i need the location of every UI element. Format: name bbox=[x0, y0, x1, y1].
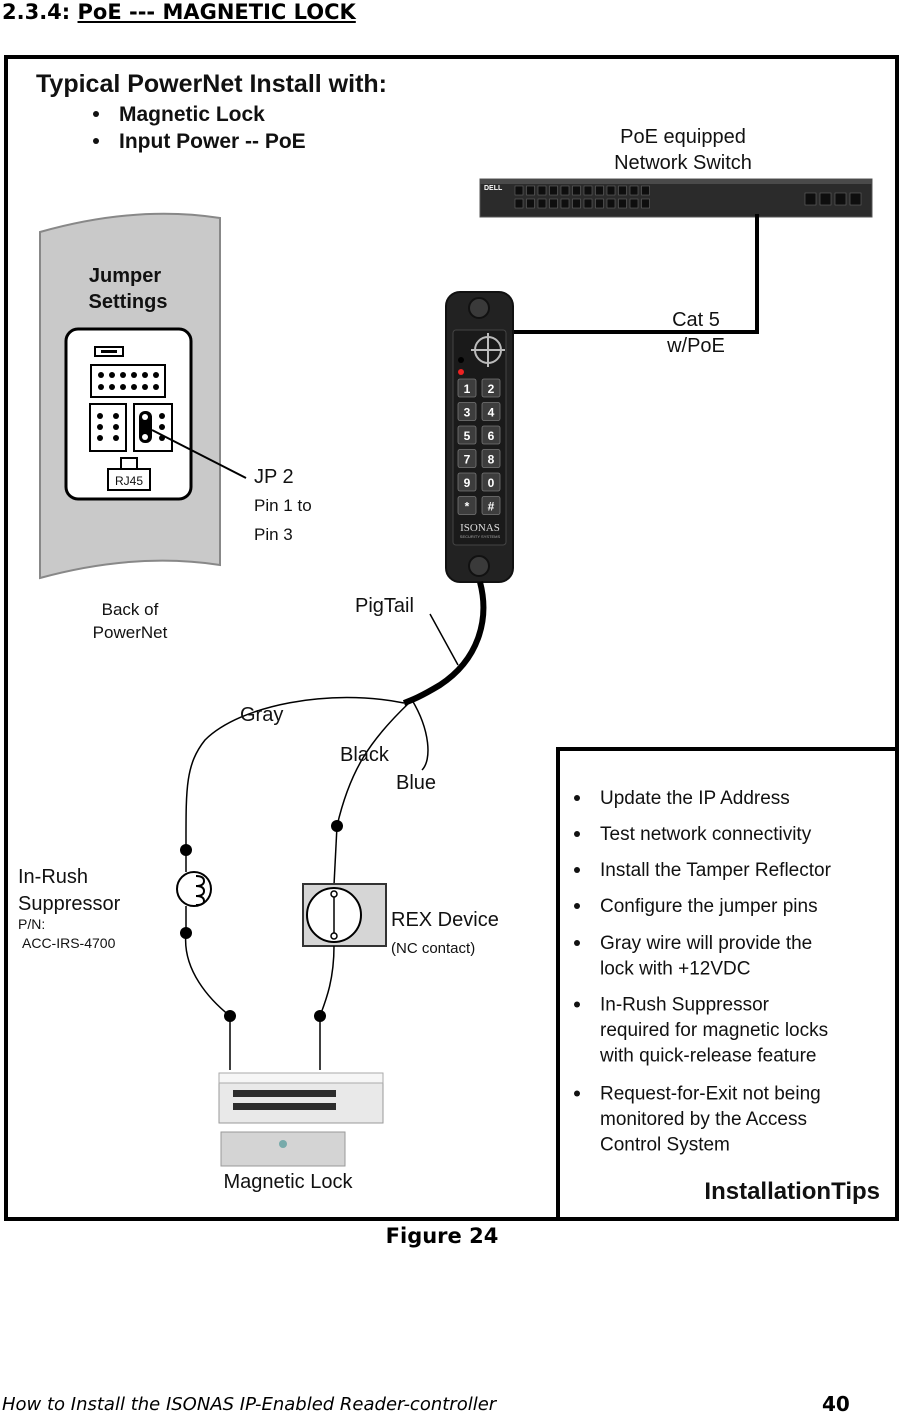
switch-port bbox=[550, 199, 558, 208]
switch-port bbox=[527, 199, 535, 208]
keypad-key-label: 8 bbox=[487, 452, 495, 467]
reader-brand: ISONAS bbox=[460, 522, 500, 534]
cable-label: Cat 5 bbox=[672, 309, 720, 331]
pigtail-label: PigTail bbox=[355, 595, 414, 617]
rex-subtitle: (NC contact) bbox=[391, 940, 476, 957]
tip-text: Request-for-Exit not being bbox=[600, 1083, 821, 1105]
switch-port bbox=[561, 199, 569, 208]
footer-document-title: How to Install the ISONAS IP-Enabled Reader-controller bbox=[2, 1394, 497, 1415]
jumper-pin bbox=[97, 413, 103, 419]
header-pin bbox=[131, 372, 137, 378]
tip-text: Configure the jumper pins bbox=[600, 896, 818, 917]
switch-port bbox=[573, 199, 581, 208]
tip-bullet bbox=[574, 867, 580, 873]
tip-bullet bbox=[574, 1002, 580, 1008]
tip-text: Install the Tamper Reflector bbox=[600, 860, 831, 881]
jp2-pins: Pin 3 bbox=[254, 525, 293, 544]
header-pin bbox=[120, 372, 126, 378]
keypad-key-label: 5 bbox=[463, 429, 471, 443]
tip-text: with quick-release feature bbox=[600, 1045, 817, 1067]
switch-port bbox=[573, 186, 581, 195]
tip-text: required for magnetic locks bbox=[600, 1020, 829, 1041]
switch-port bbox=[538, 186, 546, 195]
jumper-pin bbox=[113, 424, 119, 430]
page-number: 40 bbox=[822, 1392, 850, 1416]
tip-text: Gray wire will provide the bbox=[600, 933, 813, 954]
installation-tips-title: InstallationTips bbox=[704, 1178, 880, 1205]
switch-port bbox=[527, 186, 535, 195]
black-wire-label: Black bbox=[340, 744, 389, 766]
switch-port bbox=[596, 186, 604, 195]
header-pin bbox=[120, 384, 126, 390]
keypad-key-label: * bbox=[464, 499, 470, 514]
switch-port bbox=[630, 186, 638, 195]
keypad-key-label: 7 bbox=[463, 452, 471, 467]
jumper-pin bbox=[113, 435, 119, 441]
gray-wire-label: Gray bbox=[240, 704, 284, 726]
switch-port bbox=[607, 199, 615, 208]
tip-bullet bbox=[574, 940, 580, 946]
bullet-dot bbox=[93, 111, 99, 117]
switch-label: PoE equipped bbox=[620, 126, 746, 148]
cable-label: w/PoE bbox=[667, 335, 725, 357]
keypad-key-label: 6 bbox=[487, 429, 495, 443]
header-pin bbox=[109, 384, 115, 390]
header-pin bbox=[98, 372, 104, 378]
keypad-key-label: 9 bbox=[463, 476, 471, 490]
switch-port bbox=[561, 186, 569, 195]
header-pin bbox=[142, 372, 148, 378]
tip-text: lock with +12VDC bbox=[600, 958, 751, 980]
switch-port bbox=[619, 186, 627, 195]
header-pin bbox=[142, 384, 148, 390]
keypad-key-label: 2 bbox=[487, 382, 495, 396]
inrush-label: In-Rush bbox=[18, 866, 89, 888]
tip-bullet bbox=[574, 1091, 580, 1097]
tip-text: Update the IP Address bbox=[600, 788, 790, 809]
keypad-key-label: 0 bbox=[487, 476, 495, 490]
switch-port bbox=[515, 186, 523, 195]
figure-caption: Figure 24 bbox=[385, 1224, 499, 1248]
switch-port bbox=[642, 199, 650, 208]
tip-text: monitored by the Access bbox=[600, 1109, 807, 1130]
switch-port bbox=[642, 186, 650, 195]
switch-port bbox=[596, 199, 604, 208]
part-number-value: ACC-IRS-4700 bbox=[22, 935, 116, 951]
tip-text: Control System bbox=[600, 1134, 730, 1156]
section-heading: 2.3.4: PoE --- MAGNETIC LOCK bbox=[2, 0, 356, 24]
switch-port bbox=[607, 186, 615, 195]
tip-bullet bbox=[574, 903, 580, 909]
switch-uplink-port bbox=[820, 193, 831, 205]
bullet-text: Input Power -- PoE bbox=[119, 130, 306, 153]
inrush-suppressor bbox=[177, 872, 211, 906]
switch-port bbox=[584, 199, 592, 208]
jumper-pin bbox=[113, 413, 119, 419]
part-number-label: P/N: bbox=[18, 916, 46, 932]
switch-uplink-port bbox=[805, 193, 816, 205]
switch-port bbox=[630, 199, 638, 208]
switch-uplink-port bbox=[835, 193, 846, 205]
header-pin bbox=[153, 384, 159, 390]
switch-port bbox=[550, 186, 558, 195]
back-of-powernet-label: Back of bbox=[101, 600, 159, 619]
switch-label: Network Switch bbox=[614, 152, 752, 174]
keypad-key-label: # bbox=[487, 499, 495, 514]
header-pin bbox=[98, 384, 104, 390]
switch-port bbox=[619, 199, 627, 208]
reader-sub: SECURITY SYSTEMS bbox=[459, 534, 501, 539]
switch-uplink-port bbox=[850, 193, 861, 205]
jumper-title: Jumper bbox=[88, 265, 162, 287]
network-switch bbox=[480, 179, 872, 217]
header-pin bbox=[153, 372, 159, 378]
jp1-block bbox=[90, 404, 126, 451]
blue-wire-label: Blue bbox=[396, 772, 437, 794]
jp2-pins: Pin 1 to bbox=[254, 496, 312, 515]
jumper-pin bbox=[97, 424, 103, 430]
tip-text: In-Rush Suppressor bbox=[600, 994, 769, 1016]
bullet-text: Magnetic Lock bbox=[119, 103, 265, 126]
rj45-label: RJ45 bbox=[114, 474, 144, 488]
keypad-key-label: 4 bbox=[487, 405, 495, 420]
keypad-key-label: 3 bbox=[463, 405, 471, 420]
switch-brand: DELL bbox=[484, 185, 503, 192]
back-of-powernet-label: PowerNet bbox=[92, 623, 168, 642]
jumper-header-main bbox=[91, 365, 165, 397]
tip-text: Test network connectivity bbox=[600, 824, 812, 845]
jumper-pin bbox=[97, 435, 103, 441]
switch-port bbox=[515, 199, 523, 208]
jp2-label: JP 2 bbox=[254, 466, 294, 488]
header-pin bbox=[131, 384, 137, 390]
tip-bullet bbox=[574, 831, 580, 837]
keypad-key-label: 1 bbox=[463, 382, 471, 396]
figure-title: Typical PowerNet Install with: bbox=[36, 70, 387, 98]
switch-port bbox=[584, 186, 592, 195]
inrush-label: Suppressor bbox=[18, 893, 121, 915]
header-pin bbox=[109, 372, 115, 378]
bullet-dot bbox=[93, 138, 99, 144]
tip-bullet bbox=[574, 795, 580, 801]
rex-title: REX Device bbox=[391, 909, 499, 931]
jumper-title: Settings bbox=[88, 291, 168, 313]
magnetic-lock-label: Magnetic Lock bbox=[223, 1171, 353, 1193]
switch-port bbox=[538, 199, 546, 208]
